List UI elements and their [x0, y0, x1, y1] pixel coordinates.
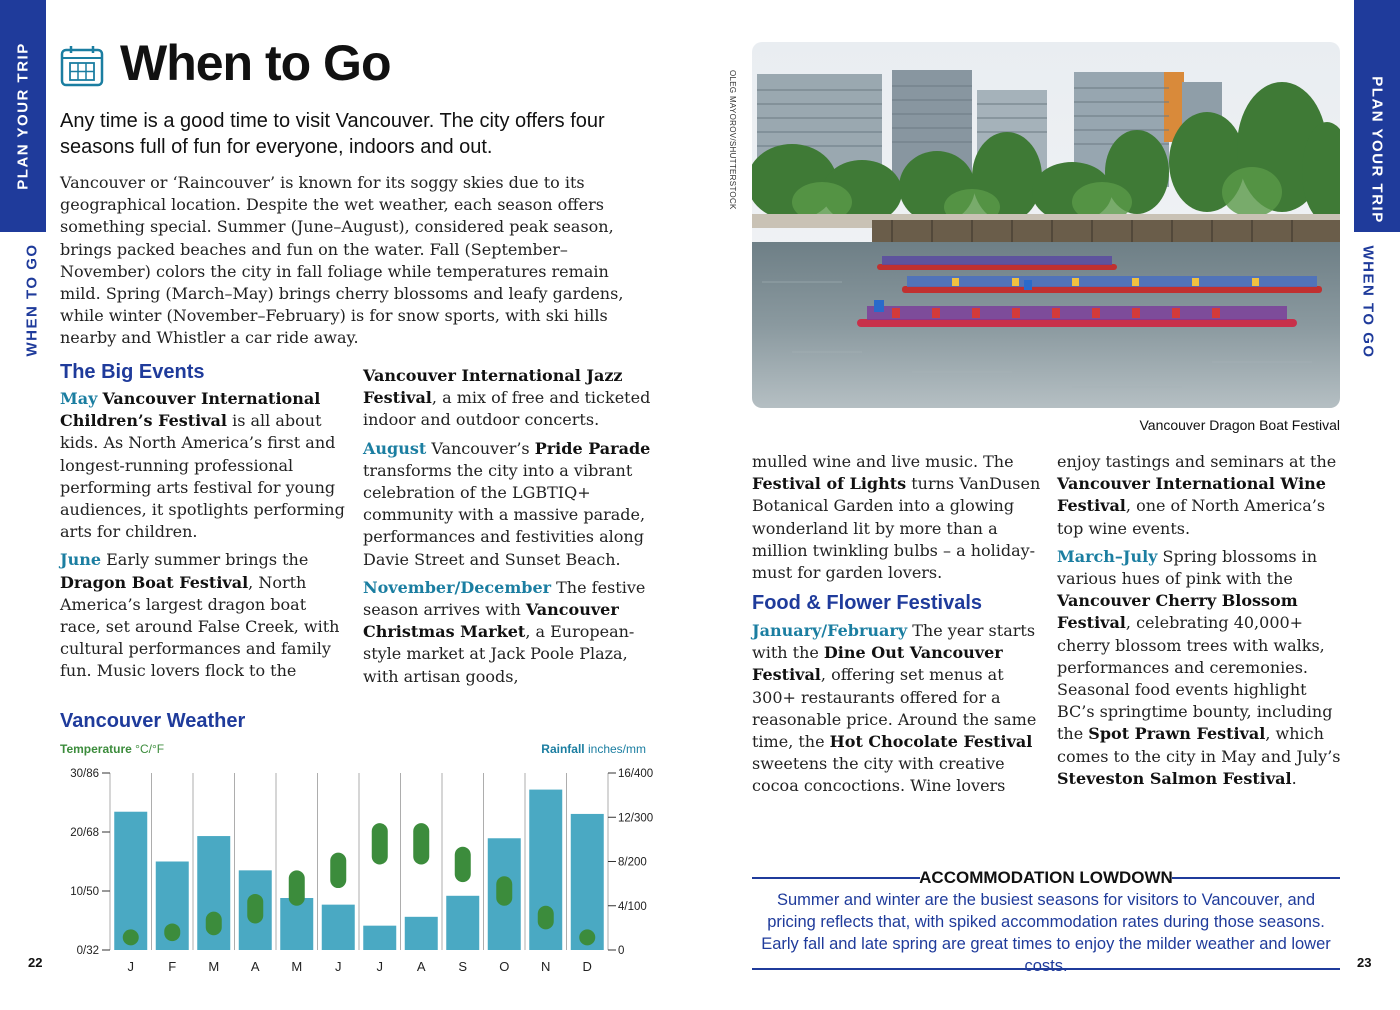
event-name: Festival of Lights [752, 474, 907, 494]
temperature-range-bar [206, 912, 222, 936]
may-event [60, 388, 350, 543]
left-tab-section-label: PLAN YOUR TRIP [14, 42, 32, 190]
temperature-axis-label: Temperature °C/°F [60, 742, 165, 756]
month-label: May [60, 389, 98, 408]
column-4 [1057, 451, 1347, 796]
column-3 [752, 451, 1042, 590]
month-label: D [582, 959, 592, 974]
month-label: J [127, 959, 134, 974]
event-name: Vancouver International Jazz Festival [363, 366, 623, 408]
event-name: Steveston Salmon Festival [1057, 768, 1292, 788]
month-label: M [291, 959, 303, 974]
rainfall-bar [280, 898, 313, 950]
festival-of-lights [752, 451, 1042, 584]
event-text: transforms the city into a vibrant celebration of the LGBTIQ+ community with a massive parade, performances and festivities along Davie Street and Sunset Beach. [363, 460, 646, 569]
page-number-left: 22 [28, 955, 43, 970]
event-name: Hot Chocolate Festival [829, 732, 1033, 752]
month-label: November/December [363, 577, 552, 597]
accommodation-text: Summer and winter are the busiest seasons for visitors to Vancouver, and pricing reflects that, with spiked accommodation rates during those seasons. Early fall and late spring are great times to enjoy the milder weather and lower costs. [761, 891, 1331, 975]
june-event [60, 549, 350, 682]
right-tab-section-label: PLAN YOUR TRIP [1368, 76, 1386, 224]
month-label: June [60, 550, 102, 570]
event-text: , a mix of free and ticketed indoor and outdoor concerts. [363, 388, 651, 430]
month-label: N [541, 959, 551, 974]
event-text: , a European-style market at Jack Poole Plaza, with artisan goods, [363, 622, 635, 686]
jazz-event [363, 365, 653, 432]
weather-chart [50, 735, 660, 980]
column-3-food [752, 620, 1042, 804]
temperature-range-bar [413, 823, 429, 864]
month-label: J [335, 959, 342, 974]
event-name: Vancouver Christmas Market [363, 600, 619, 642]
month-label: A [416, 959, 426, 974]
temperature-range-bar [289, 870, 305, 905]
temperature-range-bar [538, 906, 554, 930]
big-events-column-1 [60, 388, 350, 689]
calendar-icon [60, 45, 104, 87]
left-axis-tick-label: 0/32 [76, 945, 99, 957]
wine-festival [1057, 451, 1347, 540]
left-axis-tick-label: 30/86 [70, 768, 99, 780]
event-name: Dragon Boat Festival [60, 572, 249, 592]
temperature-range-bar [496, 876, 512, 906]
event-text: , one of North America’s top wine events. [1057, 496, 1326, 538]
photo-caption: Vancouver Dragon Boat Festival [1139, 417, 1340, 433]
big-events-column-2 [363, 365, 653, 694]
event-text: . [1291, 768, 1297, 788]
accommodation-title: ACCOMMODATION LOWDOWN [919, 868, 1173, 887]
event-text: , North America’s largest dragon boat race, set around False Creek, with cultural performances and family fun. Music lovers flock to the [60, 572, 340, 681]
left-axis-tick-label: 20/68 [70, 827, 99, 839]
event-text: , celebrating 40,000+ cherry blossom trees with walks, performances and ceremonies. Seasonal food events highlight BC’s springtime bounty, including the [1057, 613, 1333, 744]
right-axis-tick-label: 16/400 [618, 768, 654, 780]
event-pre: Early summer brings the [101, 550, 309, 570]
rainfall-bar [114, 812, 147, 950]
right-axis-tick-label: 8/200 [618, 856, 647, 869]
temperature-range-bar [164, 923, 180, 941]
temperature-range-bar [330, 853, 346, 888]
event-name: Vancouver Cherry Blossom Festival [1057, 591, 1298, 633]
dragon-boat-image [752, 42, 1340, 408]
month-label: J [376, 959, 383, 974]
event-name: Pride Parade [534, 438, 651, 458]
right-axis-tick-label: 0 [618, 945, 625, 957]
novdec-event [363, 577, 653, 688]
rainfall-bar [405, 917, 438, 950]
text-pre: mulled wine and live music. The [752, 452, 1014, 471]
right-tab-chapter-label: WHEN TO GO [1359, 245, 1377, 359]
event-name: Vancouver International Children’s Festival [60, 389, 321, 431]
month-label: M [208, 959, 220, 974]
temperature-range-bar [372, 823, 388, 864]
left-tab-chapter-label: WHEN TO GO [23, 243, 41, 357]
event-name: Spot Prawn Festival [1088, 724, 1266, 744]
photo-credit: OLEG MAYOROV/SHUTTERSTOCK [728, 70, 737, 210]
temperature-range-bar [123, 929, 139, 945]
event-pre: The year starts with the [752, 621, 1036, 663]
august-event [363, 438, 653, 571]
page-number-right: 23 [1357, 955, 1372, 970]
event-text: sweetens the city with creative cocoa concoctions. Wine lovers [752, 754, 1006, 796]
janfeb-event [752, 620, 1042, 798]
month-label: January/February [752, 621, 908, 640]
month-label: F [168, 959, 177, 974]
temperature-range-bar [247, 894, 263, 924]
right-axis-tick-label: 4/100 [618, 900, 647, 913]
event-name: Dine Out Vancouver Festival [752, 643, 1003, 685]
month-label: March–July [1057, 546, 1158, 566]
left-axis-tick-label: 10/50 [70, 886, 99, 898]
text-pre: enjoy tastings and seminars at the [1057, 452, 1337, 471]
month-label: O [499, 959, 510, 974]
big-events-heading: The Big Events [60, 361, 205, 383]
event-text: is all about kids. As North America’s first and longest-running professional performing arts festival for young audiences, it spotlights performing arts for children. [60, 411, 345, 542]
event-name: Vancouver International Wine Festival [1057, 474, 1326, 516]
rainfall-axis-label: Rainfall inches/mm [541, 742, 646, 756]
month-label: S [458, 959, 468, 974]
temperature-range-bar [579, 929, 595, 945]
marjul-event [1057, 546, 1347, 790]
event-text: turns VanDusen Botanical Garden into a glowing wonderland lit by more than a million twinkling bulbs – a holiday-must for garden lovers. [752, 474, 1041, 583]
page-title: When to Go [120, 35, 391, 91]
temperature-range-bar [455, 847, 471, 882]
rainfall-bar [363, 926, 396, 950]
event-pre: Vancouver’s [426, 438, 535, 458]
right-axis-tick-label: 12/300 [618, 812, 654, 825]
month-label: August [363, 438, 427, 458]
chart-title: Vancouver Weather [60, 710, 246, 732]
food-flower-heading: Food & Flower Festivals [752, 592, 983, 614]
dragon-boat-photo [752, 42, 1340, 408]
event-text: , offering set menus at 300+ restaurants offered for a reasonable price. Around the same time, the [752, 665, 1037, 752]
event-pre: Spring blossoms in various hues of pink with the [1057, 546, 1318, 589]
overview-paragraph: Vancouver or ‘Raincouver’ is known for its soggy skies due to its geographical location. Despite the wet weather, each season offers something special. Summer (June–August), considered peak season, brings packed beaches and fun on the water. Fall (September–November) colors the city in fall foliage while temperatures remain mild. Spring (March–May) brings cherry blossoms and leafy gardens, while winter (November–February) is for snow sports, with ski hills nearby and Whistler a car ride away. [60, 173, 624, 348]
intro-paragraph: Any time is a good time to visit Vancouver. The city offers four seasons full of fun for everyone, indoors and out. [60, 110, 605, 158]
event-text: , which comes to the city in May and July’s [1057, 724, 1341, 766]
rainfall-bar [446, 896, 479, 950]
month-label: A [250, 959, 260, 974]
event-pre: The festive season arrives with [363, 577, 646, 620]
rainfall-bar [322, 905, 355, 950]
